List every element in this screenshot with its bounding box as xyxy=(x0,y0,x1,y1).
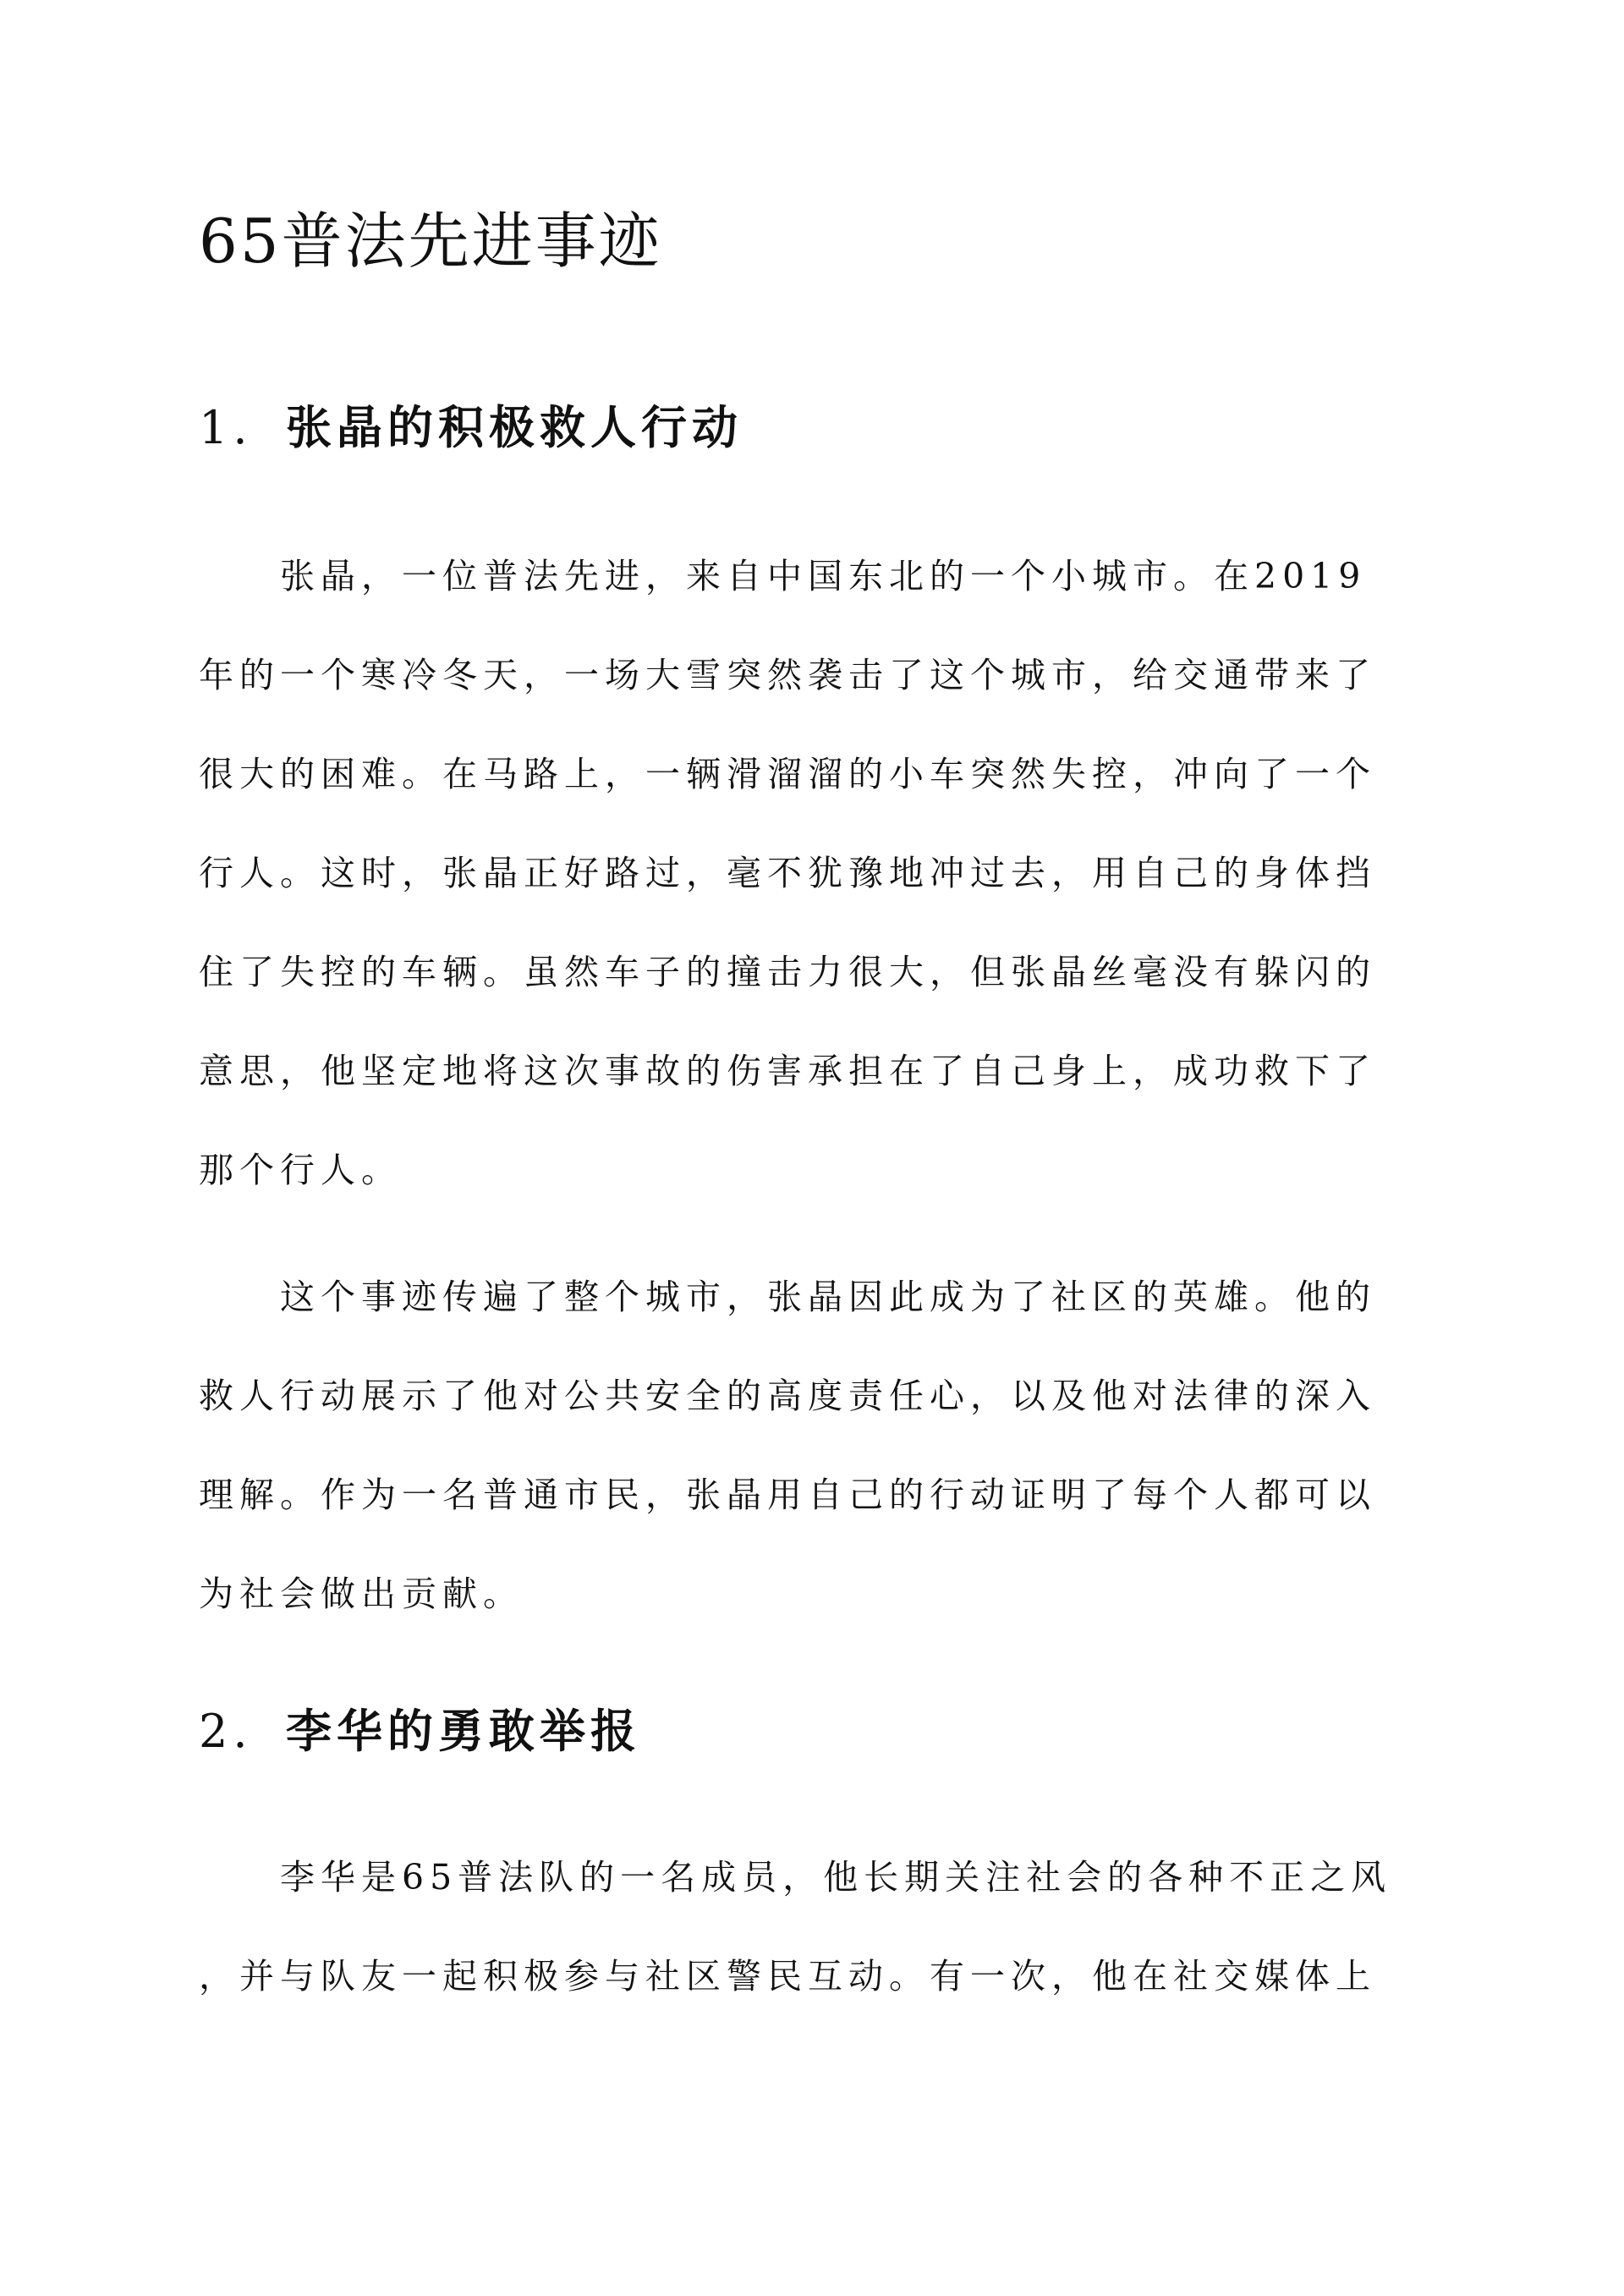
text-line: 理解。作为一名普通市民，张晶用自己的行动证明了每个人都可以 xyxy=(199,1475,1376,1515)
text-line: 意思，他坚定地将这次事故的伤害承担在了自己身上，成功救下了 xyxy=(199,1051,1376,1091)
text-line: 为社会做出贡献。 xyxy=(199,1574,524,1614)
text-line: ，并与队友一起积极参与社区警民互动。有一次，他在社交媒体上 xyxy=(199,1956,1376,1997)
section-number: 2. xyxy=(199,1705,253,1758)
section-title: 李华的勇敢举报 xyxy=(286,1704,641,1758)
section-heading-1 xyxy=(199,400,743,454)
text-line: 李华是65普法队的一名成员，他长期关注社会的各种不正之风 xyxy=(280,1857,1392,1898)
section-title: 张晶的积极救人行动 xyxy=(286,400,743,454)
section-number: 1. xyxy=(199,401,253,454)
text-line: 这个事迹传遍了整个城市，张晶因此成为了社区的英雄。他的 xyxy=(280,1277,1376,1317)
text-line: 行人。这时，张晶正好路过，毫不犹豫地冲过去，用自己的身体挡 xyxy=(199,853,1376,893)
text-line: 救人行动展示了他对公共安全的高度责任心，以及他对法律的深入 xyxy=(199,1376,1376,1416)
text-line: 张晶，一位普法先进，来自中国东北的一个小城市。在2019 xyxy=(280,556,1367,596)
text-line: 年的一个寒冷冬天，一场大雪突然袭击了这个城市，给交通带来了 xyxy=(199,655,1376,695)
section-heading-2 xyxy=(199,1706,641,1756)
text-line: 那个行人。 xyxy=(199,1150,402,1190)
text-line: 很大的困难。在马路上，一辆滑溜溜的小车突然失控，冲向了一个 xyxy=(199,754,1376,794)
page-title: 65普法先进事迹 xyxy=(199,206,662,277)
text-line: 住了失控的车辆。虽然车子的撞击力很大，但张晶丝毫没有躲闪的 xyxy=(199,952,1376,992)
